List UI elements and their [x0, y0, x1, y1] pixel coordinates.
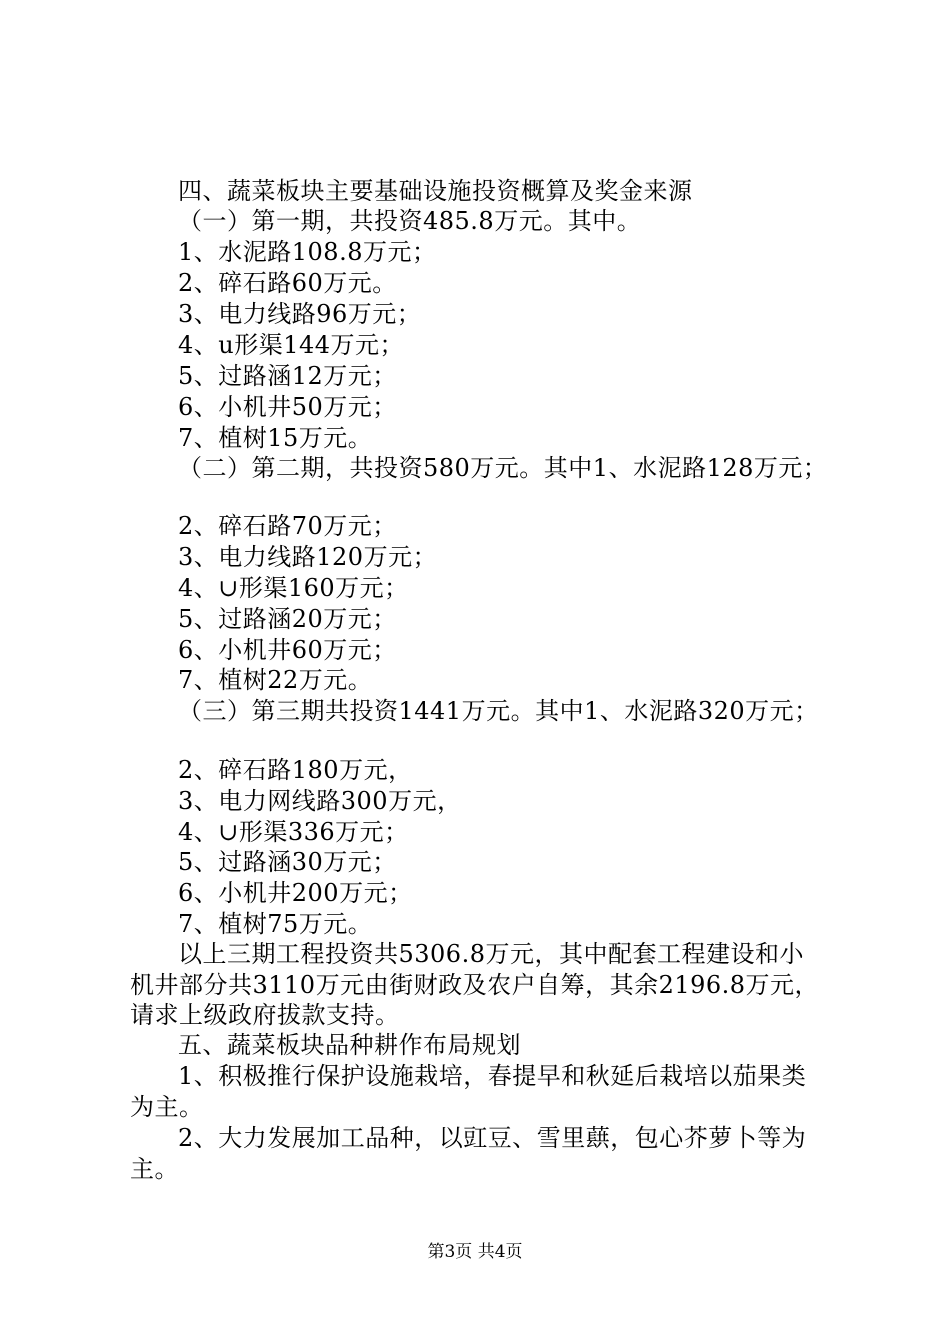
phase-title: （三）第三期共投资1441万元。其中1、水泥路320万元；	[178, 697, 819, 725]
list-item: 7、植树22万元。	[178, 666, 373, 694]
summary-line: 以上三期工程投资共5306.8万元，其中配套工程建设和小	[178, 940, 804, 968]
list-item: 4、∪形渠336万元；	[178, 818, 409, 846]
phase-title: （一）第一期，共投资485.8万元。其中。	[178, 207, 642, 235]
section-heading: 五、蔬菜板块品种耕作布局规划	[178, 1031, 521, 1059]
list-item: 3、电力线路120万元；	[178, 543, 438, 571]
list-item: 2、碎石路180万元，	[178, 756, 413, 784]
list-item: 1、水泥路108.8万元；	[178, 238, 437, 266]
list-item: 2、碎石路60万元。	[178, 269, 397, 297]
summary-line: 机井部分共3110万元由街财政及农户自筹，其余2196.8万元，	[130, 971, 820, 999]
list-item: 7、植树75万元。	[178, 910, 373, 938]
list-item: 5、过路涵30万元；	[178, 848, 397, 876]
section-heading: 四、蔬菜板块主要基础设施投资概算及奖金来源	[178, 177, 693, 205]
list-item: 5、过路涵12万元；	[178, 362, 397, 390]
list-item: 5、过路涵20万元；	[178, 605, 397, 633]
paragraph-line: 主。	[130, 1155, 179, 1183]
list-item: 2、碎石路70万元；	[178, 512, 397, 540]
paragraph-line: 2、大力发展加工品种，以豇豆、雪里蕻，包心芥萝卜等为	[178, 1124, 807, 1152]
page-footer: 第3页 共4页	[427, 1242, 523, 1262]
list-item: 4、u形渠144万元；	[178, 331, 405, 359]
paragraph-line: 为主。	[130, 1093, 204, 1121]
list-item: 4、∪形渠160万元；	[178, 574, 409, 602]
list-item: 6、小机井200万元；	[178, 879, 413, 907]
summary-line: 请求上级政府拔款支持。	[130, 1001, 400, 1029]
list-item: 3、电力线路96万元；	[178, 300, 422, 328]
phase-title: （二）第二期，共投资580万元。其中1、水泥路128万元；	[178, 454, 828, 482]
list-item: 7、植树15万元。	[178, 424, 373, 452]
list-item: 6、小机井60万元；	[178, 636, 397, 664]
paragraph-line: 1、积极推行保护设施栽培，春提早和秋延后栽培以茄果类	[178, 1062, 807, 1090]
list-item: 6、小机井50万元；	[178, 393, 397, 421]
list-item: 3、电力网线路300万元，	[178, 787, 462, 815]
